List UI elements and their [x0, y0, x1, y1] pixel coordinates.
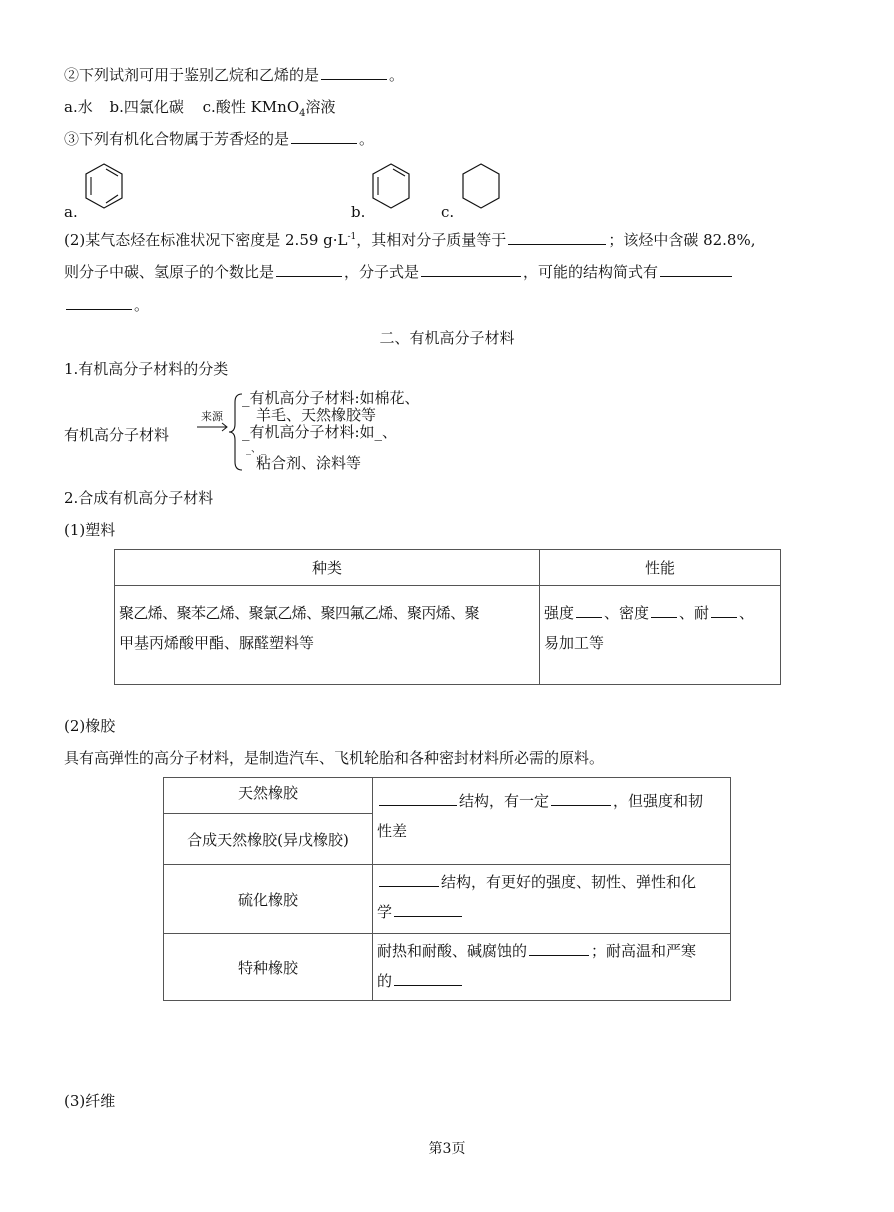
- question-3: [64, 128, 374, 149]
- rubber-intro: 具有高弹性的高分子材料，是制造汽车、飞机轮胎和各种密封材料所必需的原料。: [64, 749, 605, 767]
- property-line-2: 易加工等: [544, 634, 605, 652]
- kinds-line-2: 甲基丙烯酸甲酯、脲醛塑料等: [119, 634, 315, 652]
- desc-text: 学: [377, 903, 393, 921]
- header-kind: 种类: [115, 550, 540, 586]
- plastic-table: [114, 549, 781, 685]
- option-c-label: c.: [441, 203, 455, 221]
- punctuation: 。: [134, 296, 150, 314]
- desc-text: 耐热和耐酸、碱腐蚀的: [377, 942, 528, 960]
- arrow-right-icon: [196, 420, 230, 434]
- rubber-natural: 天然橡胶: [164, 778, 373, 814]
- desc-text: ；耐高温和严寒: [591, 942, 697, 960]
- property-text: 、耐: [679, 604, 710, 622]
- desc-text: ，但强度和韧: [613, 792, 704, 810]
- classify-line-2: 羊毛、天然橡胶等: [256, 406, 377, 424]
- option-b-label: b.: [351, 203, 366, 221]
- option-a-label: a.: [64, 203, 78, 221]
- desc-text: 结构，有一定: [459, 792, 550, 810]
- cyclohexadiene-structure-icon: [370, 160, 412, 212]
- desc-line-2: 性差: [377, 822, 408, 840]
- answer-blank[interactable]: [421, 275, 521, 277]
- property-line-1: [544, 598, 776, 628]
- option-b: b.四氯化碳: [109, 98, 184, 116]
- table-header-row: [115, 550, 781, 586]
- kinds-line-1: 聚乙烯、聚苯乙烯、聚氯乙烯、聚四氟乙烯、聚丙烯、聚: [119, 604, 480, 622]
- answer-blank[interactable]: [551, 804, 611, 806]
- rubber-special: 特种橡胶: [164, 934, 373, 1001]
- answer-blank[interactable]: [379, 885, 439, 887]
- property-text: 、: [739, 604, 755, 622]
- question-2: [64, 64, 404, 85]
- problem-2-line-3: [64, 294, 149, 315]
- kinds-cell: [115, 586, 540, 685]
- answer-blank[interactable]: [529, 954, 589, 956]
- problem-text: (2)某气态烃在标准状况下密度是 2.59 g·L: [64, 231, 348, 249]
- property-cell: [540, 586, 781, 685]
- rubber-vulcanized-desc: [373, 865, 731, 934]
- property-text: 强度: [544, 604, 575, 622]
- subscript: 4: [299, 108, 306, 119]
- desc-line-1: [377, 786, 726, 816]
- desc-line-2: [377, 897, 726, 927]
- answer-blank[interactable]: [508, 243, 606, 245]
- table-row: [164, 865, 731, 934]
- answer-blank[interactable]: [651, 616, 677, 618]
- desc-text: 结构，有更好的强度、韧性、弹性和化: [441, 873, 697, 891]
- benzene-structure-icon: [83, 160, 125, 212]
- header-property: 性能: [540, 550, 781, 586]
- rubber-vulcanized: 硫化橡胶: [164, 865, 373, 934]
- arrow-label: 来源: [201, 410, 223, 423]
- classify-line-3: _有机高分子材料:如_、: [242, 423, 398, 441]
- subsection-title-2: 2.合成有机高分子材料: [64, 489, 214, 507]
- classify-root: 有机高分子材料: [64, 426, 170, 444]
- answer-blank[interactable]: [291, 142, 357, 144]
- option-c-text: c.酸性 KMnO: [202, 98, 300, 116]
- problem-text: 则分子中碳、氢原子的个数比是: [64, 263, 275, 281]
- table-row: [115, 586, 781, 685]
- desc-line-2: [377, 966, 726, 996]
- desc-text: 的: [377, 972, 393, 990]
- answer-blank[interactable]: [711, 616, 737, 618]
- question-2-options: [64, 96, 336, 119]
- rubber-special-desc: [373, 934, 731, 1001]
- question-2-text: ②下列试剂可用于鉴别乙烷和乙烯的是: [64, 66, 320, 84]
- rubber-natural-desc: [373, 778, 731, 865]
- answer-blank[interactable]: [394, 984, 462, 986]
- desc-line-1: [377, 936, 726, 966]
- rubber-synthetic-natural: 合成天然橡胶(异戊橡胶): [164, 814, 373, 865]
- subsection-title-1: 1.有机高分子材料的分类: [64, 360, 229, 378]
- fiber-title: (3)纤维: [64, 1092, 116, 1110]
- table-row: [164, 778, 731, 814]
- page-number: 第3页: [428, 1141, 466, 1157]
- classify-line-5: 粘合剂、涂料等: [256, 454, 362, 472]
- classify-line-4: _、_: [246, 444, 266, 455]
- desc-line-1: [377, 867, 726, 897]
- plastic-title: (1)塑料: [64, 521, 116, 539]
- answer-blank[interactable]: [66, 308, 132, 310]
- option-c-suffix: 溶液: [305, 98, 336, 116]
- option-a: a.水: [64, 98, 93, 116]
- section-title: 二、有机高分子材料: [379, 329, 515, 347]
- question-3-text: ③下列有机化合物属于芳香烃的是: [64, 130, 290, 148]
- problem-2-line-1: [64, 229, 756, 250]
- answer-blank[interactable]: [276, 275, 342, 277]
- problem-text: ，其相对分子质量等于: [356, 231, 507, 249]
- answer-blank[interactable]: [321, 78, 387, 80]
- problem-2-line-2: [64, 261, 734, 282]
- table-row: [164, 934, 731, 1001]
- rubber-title: (2)橡胶: [64, 717, 116, 735]
- superscript: -1: [347, 232, 357, 242]
- option-c: [202, 98, 336, 119]
- punctuation: 。: [389, 66, 405, 84]
- property-text: 、密度: [604, 604, 650, 622]
- cyclohexane-structure-icon: [460, 160, 502, 212]
- answer-blank[interactable]: [394, 915, 462, 917]
- classify-line-1: _有机高分子材料:如棉花、: [242, 389, 420, 407]
- answer-blank[interactable]: [379, 804, 457, 806]
- problem-text: ；该烃中含碳 82.8%,: [608, 231, 756, 249]
- punctuation: 。: [359, 130, 375, 148]
- problem-text: ，分子式是: [344, 263, 420, 281]
- rubber-table: [163, 777, 731, 1001]
- answer-blank[interactable]: [660, 275, 732, 277]
- problem-text: ，可能的结构简式有: [523, 263, 659, 281]
- answer-blank[interactable]: [576, 616, 602, 618]
